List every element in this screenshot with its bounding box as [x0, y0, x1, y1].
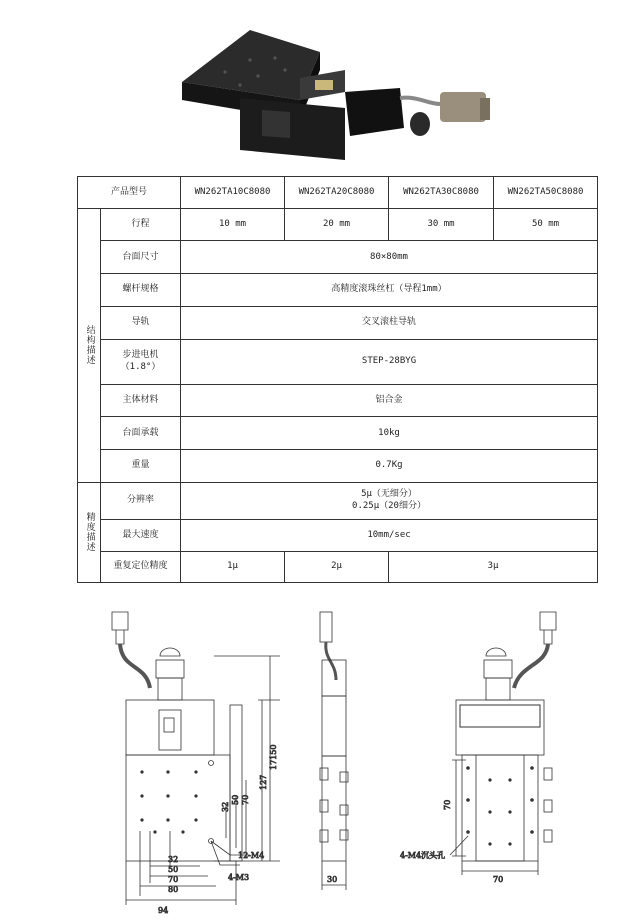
- knob-drawing: [160, 648, 180, 656]
- connector-plug: [112, 612, 128, 644]
- value-material: 铝合金: [181, 384, 598, 417]
- value-table-size: 80×80mm: [181, 241, 598, 274]
- bottom-clamps: [544, 768, 552, 842]
- label-repeatability: 重复定位精度: [101, 552, 181, 583]
- label-motor-line2: （1.8°）: [120, 361, 161, 372]
- label-guide: 导轨: [101, 306, 181, 339]
- bottom-view: [450, 612, 556, 875]
- gauge: [159, 710, 181, 750]
- stroke-1: 10 mm: [181, 208, 285, 241]
- side-view: [320, 612, 348, 890]
- front-holes: [140, 770, 197, 833]
- motor-block: [126, 700, 214, 755]
- row-repeatability: [78, 552, 598, 583]
- label-motor-line1: 步进电机: [122, 350, 159, 361]
- row-motor: [78, 339, 598, 384]
- dim-94: 94: [158, 906, 169, 915]
- bottom-stage: [462, 755, 538, 861]
- row-screw: [78, 274, 598, 307]
- repeat-1: 1μ: [181, 552, 285, 583]
- label-12-m4: 12-M4: [238, 851, 265, 860]
- dim-70h: 70: [168, 875, 179, 884]
- dim-70v: 70: [241, 794, 250, 805]
- bottom-motor-mid: [486, 678, 510, 700]
- model-1: WN262TA10C8080: [181, 177, 285, 209]
- connector-screw: [480, 98, 490, 120]
- row-max-speed: [78, 519, 598, 552]
- repeat-3: 3μ: [389, 552, 598, 583]
- base-block: [240, 98, 345, 160]
- stroke-2: 20 mm: [285, 208, 389, 241]
- cable: [400, 98, 440, 104]
- value-resolution: [181, 482, 598, 519]
- group-precision: 精度描述: [78, 482, 101, 582]
- stroke-3: 30 mm: [389, 208, 494, 241]
- model-2: WN262TA20C8080: [285, 177, 389, 209]
- row-resolution: [78, 482, 598, 519]
- value-guide: 交叉滚柱导轨: [181, 306, 598, 339]
- row-weight: [78, 449, 598, 482]
- side-cable: [326, 642, 336, 680]
- motor-body: [345, 88, 404, 136]
- dim-127: 127: [259, 774, 268, 790]
- value-load: 10kg: [181, 417, 598, 450]
- side-upper: [322, 696, 346, 756]
- cable-drawing: [120, 644, 150, 688]
- dim-50h: 50: [168, 865, 179, 874]
- bottom-rail: [476, 755, 524, 861]
- bottom-knob: [486, 648, 506, 656]
- bottom-dim-70h: 70: [493, 875, 504, 884]
- motor-top: [156, 660, 184, 678]
- label-motor: [101, 339, 181, 384]
- resolution-line2: 0.25μ（20细分）: [352, 500, 426, 511]
- label-table-size: 台面尺寸: [101, 241, 181, 274]
- dim-32v: 32: [221, 801, 230, 812]
- repeat-2: 2μ: [285, 552, 389, 583]
- resolution-line1: 5μ（无细分）: [361, 489, 417, 500]
- technical-drawings: [0, 600, 640, 921]
- label-stroke: 行程: [101, 208, 181, 241]
- header-label: 产品型号: [78, 177, 181, 209]
- row-stroke: [78, 208, 598, 241]
- bottom-cable: [514, 644, 548, 688]
- label-resolution: 分辨率: [101, 482, 181, 519]
- value-max-speed: 10mm/sec: [181, 519, 598, 552]
- table-header-row: [78, 177, 598, 209]
- label-material: 主体材料: [101, 384, 181, 417]
- row-material: [78, 384, 598, 417]
- side-clamps: [320, 768, 348, 842]
- bottom-holes-label: 4-M4沉头孔: [400, 851, 446, 860]
- value-weight: 0.7Kg: [181, 449, 598, 482]
- row-load: [78, 417, 598, 450]
- spec-table: [77, 176, 598, 583]
- label-screw: 螺杆规格: [101, 274, 181, 307]
- screw-nut: [315, 80, 333, 90]
- label-weight: 重量: [101, 449, 181, 482]
- stroke-4: 50 mm: [494, 208, 598, 241]
- gauge-window: [164, 718, 174, 732]
- value-screw: 高精度滚珠丝杠（导程1mm）: [181, 274, 598, 307]
- bottom-connector: [540, 612, 556, 644]
- dim-80h: 80: [168, 885, 179, 894]
- model-4: WN262TA50C8080: [494, 177, 598, 209]
- dim-32h: 32: [168, 855, 179, 864]
- value-motor: STEP-28BYG: [181, 339, 598, 384]
- bottom-motor-top: [484, 660, 512, 678]
- model-3: WN262TA30C8080: [389, 177, 494, 209]
- knob: [410, 112, 430, 136]
- motor-mid: [158, 678, 182, 700]
- product-photo: [0, 0, 640, 172]
- bottom-label-plate: [460, 705, 540, 727]
- front-view: [112, 612, 280, 905]
- row-guide: [78, 306, 598, 339]
- dim-50v: 50: [231, 794, 240, 805]
- side-connector: [320, 612, 332, 642]
- cable-connector: [440, 92, 486, 122]
- label-4-m3: 4-M3: [228, 873, 250, 882]
- label-load: 台面承载: [101, 417, 181, 450]
- row-table-size: [78, 241, 598, 274]
- bottom-dim-70v: 70: [443, 799, 452, 810]
- label-max-speed: 最大速度: [101, 519, 181, 552]
- logo-plate: [262, 110, 290, 138]
- group-structure: 结构描述: [78, 208, 101, 482]
- side-dim-30: 30: [327, 875, 338, 884]
- dim-17150: 17150: [269, 744, 278, 770]
